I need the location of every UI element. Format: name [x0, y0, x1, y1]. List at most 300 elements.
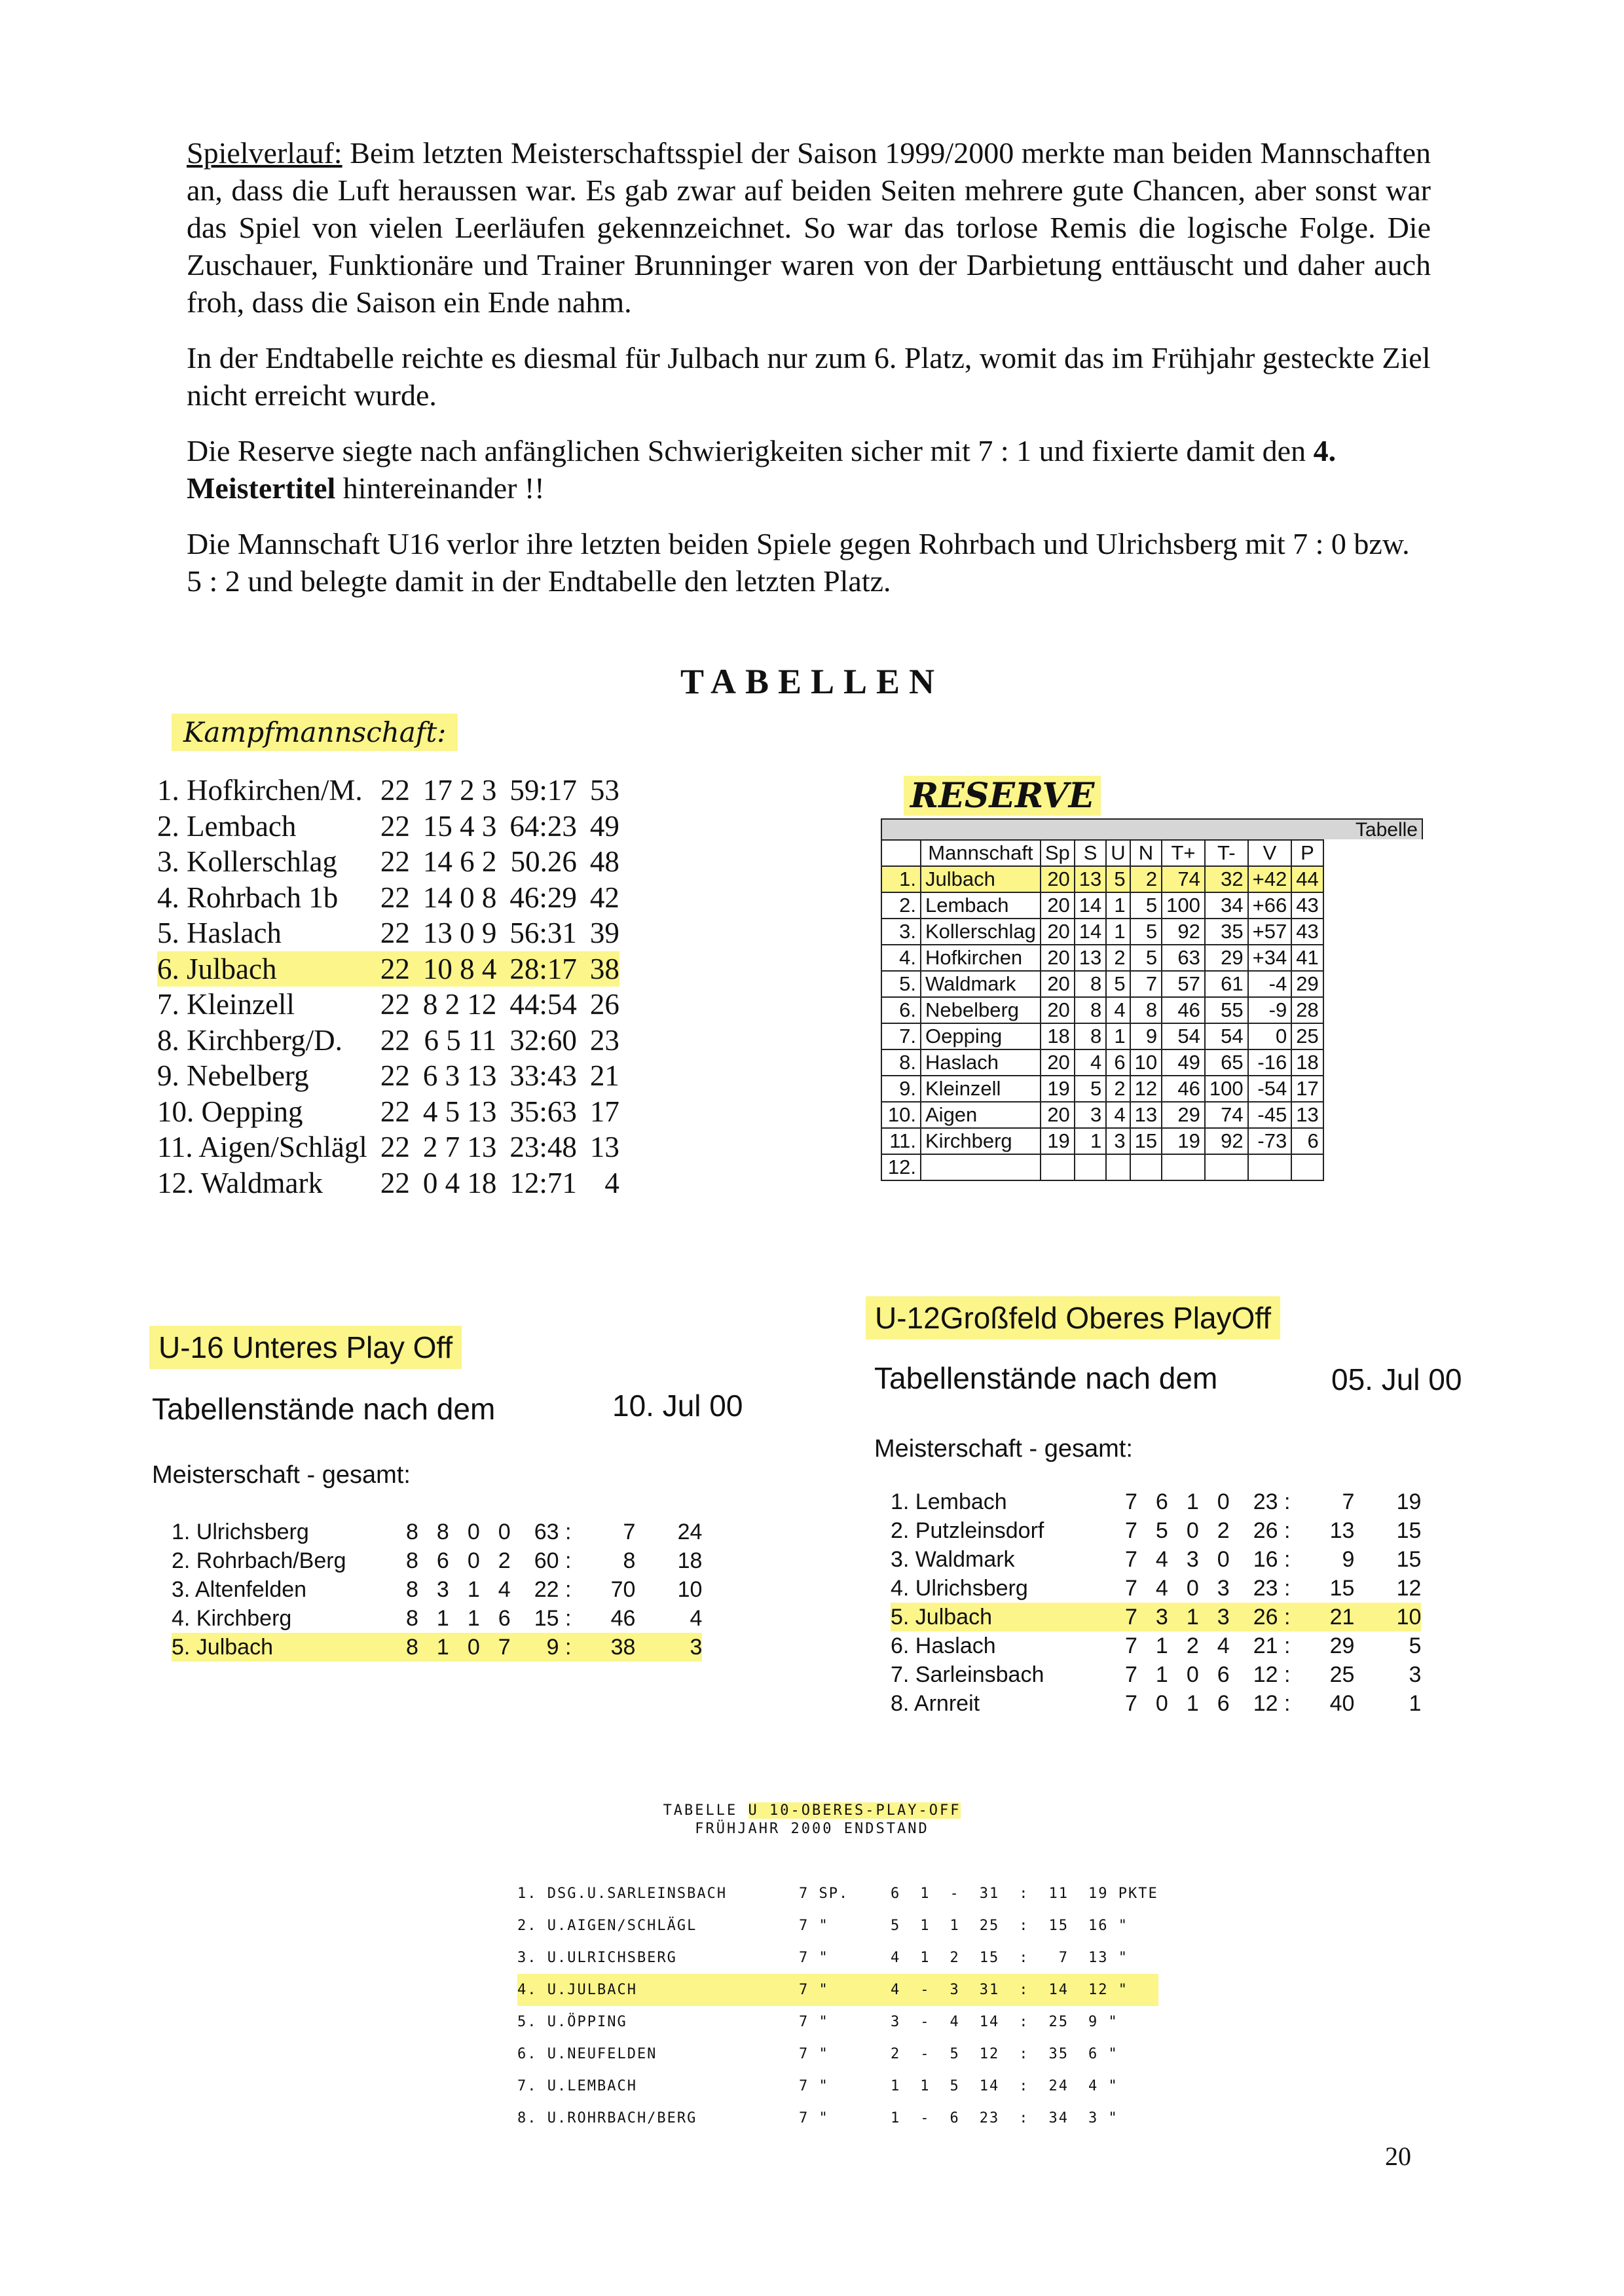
page-number: 20 — [1385, 2141, 1411, 2171]
cell-pts: 4 " — [1088, 2078, 1118, 2094]
cell-n: 6 — [498, 1605, 511, 1631]
cell-sp: 7 " — [799, 2014, 829, 2030]
games-played: 22 — [380, 1166, 410, 1199]
cell-gf: 23 — [979, 2110, 1000, 2126]
points: 23 — [589, 1023, 619, 1057]
cell-u: 0 — [467, 1548, 480, 1573]
cell-tp: 57 — [1162, 971, 1205, 997]
cell-n: 8 — [1130, 997, 1162, 1023]
cell-pl: 5. — [881, 971, 921, 997]
cell-u: 2 — [1106, 945, 1130, 971]
table-row — [881, 919, 1323, 945]
cell-s: 4 — [1155, 1546, 1168, 1572]
cell-v: +42 — [1248, 866, 1292, 892]
cell-gf: 23 : — [1253, 1575, 1291, 1601]
cell-n: 5 — [1130, 892, 1162, 919]
cell-s: 1 — [891, 2110, 901, 2126]
cell-tp: 100 — [1162, 892, 1205, 919]
cell-sp: 19 — [1041, 1128, 1075, 1154]
cell-gf: 23 : — [1253, 1489, 1291, 1514]
cell-n: 13 — [1130, 1102, 1162, 1128]
table-row — [891, 1574, 1421, 1603]
cell-pts: 6 " — [1088, 2046, 1118, 2062]
cell-sep: : — [1019, 2078, 1029, 2094]
cell-s: 1 — [436, 1605, 449, 1631]
report-paragraph-1 — [187, 134, 1431, 321]
cell-u: 4 — [1106, 997, 1130, 1023]
cell-sep: : — [1019, 1950, 1029, 1966]
goal-ratio: 12:71 — [509, 1166, 577, 1199]
table-row — [881, 866, 1323, 892]
cell-sp: 7 " — [799, 1918, 829, 1934]
cell-pl: 2. — [881, 892, 921, 919]
cell-gf: 12 : — [1253, 1690, 1291, 1716]
table-row — [891, 1516, 1421, 1545]
goal-ratio: 28:17 — [509, 952, 577, 985]
cell-ga: 29 — [1329, 1633, 1355, 1658]
cell-ga: 21 — [1329, 1604, 1355, 1630]
team-name: 7. Sarleinsbach — [891, 1662, 1044, 1687]
reserve-table-title: Tabelle — [881, 818, 1423, 839]
cell-s: 5 — [891, 1918, 901, 1934]
cell-n: 6 — [1217, 1690, 1230, 1716]
cell-sp: 7 — [1125, 1518, 1137, 1543]
goal-ratio: 33:43 — [509, 1059, 577, 1093]
cell-v: +34 — [1248, 945, 1292, 971]
cell-gf: 16 : — [1253, 1546, 1291, 1572]
team-name: 7. U.LEMBACH — [517, 2078, 637, 2094]
cell-s: 1 — [891, 2078, 901, 2094]
cell-sp: 7 — [1125, 1546, 1137, 1572]
team-name: 3. Waldmark — [891, 1546, 1015, 1572]
cell-ga: 15 — [1048, 1918, 1069, 1934]
cell-ga: 13 — [1329, 1518, 1355, 1543]
cell-team: Lembach — [921, 892, 1041, 919]
cell-u: 1 — [920, 1950, 931, 1966]
cell-tp: 92 — [1162, 919, 1205, 945]
table-row — [881, 1102, 1323, 1128]
cell-ga: 40 — [1329, 1690, 1355, 1716]
goal-ratio: 64:23 — [509, 809, 577, 843]
team-name: 6. Julbach — [157, 952, 277, 985]
team-name: 4. U.JULBACH — [517, 1982, 637, 1998]
cell-n: 0 — [1217, 1489, 1230, 1514]
games-played: 22 — [380, 1095, 410, 1128]
team-name: 8. Arnreit — [891, 1690, 980, 1716]
cell-s — [1075, 1154, 1106, 1180]
cell-u: 1 — [1106, 919, 1130, 945]
cell-n: 15 — [1130, 1128, 1162, 1154]
cell-n: 7 — [498, 1634, 511, 1660]
cell-ga: 7 — [1058, 1950, 1069, 1966]
cell-sp — [1041, 1154, 1075, 1180]
games-played: 22 — [380, 1059, 410, 1093]
cell-sep: : — [1019, 2110, 1029, 2126]
cell-p: 6 — [1291, 1128, 1323, 1154]
team-name: 5. Haslach — [157, 917, 282, 950]
table-row — [157, 1129, 619, 1165]
cell-pl: 9. — [881, 1076, 921, 1102]
table-row — [881, 892, 1323, 919]
team-name: 1. Lembach — [891, 1489, 1007, 1514]
cell-sp: 7 " — [799, 2110, 829, 2126]
cell-p: 29 — [1291, 971, 1323, 997]
table-row — [517, 2006, 1158, 2038]
cell-gf: 60 : — [534, 1548, 572, 1573]
report-text-3a: Die Reserve siegte nach anfänglichen Schwierigkeiten sicher mit 7 : 1 und fixierte damit den — [187, 434, 1314, 467]
cell-pts: 16 " — [1088, 1918, 1128, 1934]
cell-pts: 3 — [690, 1634, 703, 1660]
cell-s: 14 — [1075, 892, 1106, 919]
cell-u: 1 — [920, 1918, 931, 1934]
cell-tm: 34 — [1205, 892, 1248, 919]
cell-s: 4 — [1155, 1575, 1168, 1601]
cell-u: 1 — [1186, 1489, 1199, 1514]
cell-pts: 1 — [1409, 1690, 1422, 1716]
report-text-3b: hintereinander !! — [335, 471, 545, 505]
team-name: 1. Ulrichsberg — [172, 1519, 309, 1544]
cell-team: Julbach — [921, 866, 1041, 892]
cell-ga: 25 — [1329, 1662, 1355, 1687]
cell-v: +66 — [1248, 892, 1292, 919]
team-name: 12. Waldmark — [157, 1166, 323, 1199]
cell-u: 2 — [1106, 1076, 1130, 1102]
cell-u: 1 — [467, 1576, 480, 1602]
cell-s: 1 — [1155, 1662, 1168, 1687]
cell-n: 9 — [1130, 1023, 1162, 1049]
cell-sp: 8 — [406, 1519, 418, 1544]
team-name: 2. Rohrbach/Berg — [172, 1548, 346, 1573]
u16-stand-text: Tabellenstände nach dem — [152, 1392, 496, 1426]
cell-s: 8 — [1075, 1023, 1106, 1049]
win-draw-loss: 15 4 3 — [422, 809, 497, 843]
points: 48 — [589, 845, 619, 879]
column-header — [881, 840, 921, 866]
table-row — [891, 1487, 1421, 1516]
cell-gf: 26 : — [1253, 1604, 1291, 1630]
report-paragraph-2: In der Endtabelle reichte es diesmal für Julbach nur zum 6. Platz, womit das im Frühjahr gesteckte Ziel nicht erreicht wurde. — [187, 341, 1431, 412]
team-name: 2. U.AIGEN/SCHLÄGL — [517, 1918, 697, 1934]
cell-tm — [1205, 1154, 1248, 1180]
cell-sp: 8 — [406, 1576, 418, 1602]
cell-ga: 7 — [623, 1519, 636, 1544]
cell-u: 5 — [1106, 866, 1130, 892]
table-row — [891, 1660, 1421, 1689]
table-row — [891, 1603, 1421, 1631]
cell-n: 5 — [1130, 945, 1162, 971]
cell-team: Hofkirchen — [921, 945, 1041, 971]
cell-sep: : — [1019, 1918, 1029, 1934]
games-played: 22 — [380, 809, 410, 843]
cell-s: 0 — [1155, 1690, 1168, 1716]
team-name: 9. Nebelberg — [157, 1059, 309, 1093]
cell-s: 1 — [436, 1634, 449, 1660]
team-name: 5. Julbach — [172, 1634, 273, 1660]
cell-n: 0 — [1217, 1546, 1230, 1572]
cell-pts: 10 — [677, 1576, 703, 1602]
column-header: U — [1106, 840, 1130, 866]
report-bold-title: 4. Meistertitel — [187, 434, 1337, 505]
cell-gf: 14 — [979, 2014, 1000, 2030]
cell-gf: 15 : — [534, 1605, 572, 1631]
cell-u: 1 — [920, 1886, 931, 1902]
column-header: Mannschaft — [921, 840, 1041, 866]
cell-s: 2 — [891, 2046, 901, 2062]
table-row — [157, 987, 619, 1023]
table-row — [891, 1631, 1421, 1660]
cell-pts: 19 — [1396, 1489, 1422, 1514]
games-played: 22 — [380, 881, 410, 914]
table-row — [891, 1689, 1421, 1718]
cell-u: 1 — [1186, 1604, 1199, 1630]
table-row — [881, 1023, 1323, 1049]
cell-team: Kirchberg — [921, 1128, 1041, 1154]
cell-tm: 29 — [1205, 945, 1248, 971]
cell-n: 4 — [498, 1576, 511, 1602]
cell-s: 13 — [1075, 945, 1106, 971]
u10-heading — [0, 1802, 1624, 1838]
table-row — [881, 945, 1323, 971]
cell-s: 3 — [1155, 1604, 1168, 1630]
cell-n: 3 — [950, 1982, 960, 1998]
cell-u: 6 — [1106, 1049, 1130, 1076]
goal-ratio: 35:63 — [509, 1095, 577, 1128]
cell-sp: 7 " — [799, 2046, 829, 2062]
u12-label: U-12Großfeld Oberes PlayOff — [866, 1296, 1280, 1339]
kampfmannschaft-label: Kampfmannschaft: — [172, 714, 458, 751]
cell-s: 4 — [1075, 1049, 1106, 1076]
cell-u: 0 — [467, 1519, 480, 1544]
column-header: S — [1075, 840, 1106, 866]
win-draw-loss: 14 6 2 — [422, 845, 497, 879]
cell-u: 0 — [467, 1634, 480, 1660]
cell-ga: 38 — [610, 1634, 636, 1660]
cell-s: 3 — [891, 2014, 901, 2030]
table-row — [517, 1878, 1158, 1910]
cell-u: 1 — [920, 2078, 931, 2094]
cell-sp: 20 — [1041, 892, 1075, 919]
cell-n: 2 — [1217, 1518, 1230, 1543]
u10-table — [517, 1878, 1158, 2134]
games-played: 22 — [380, 1023, 410, 1057]
cell-sp: 20 — [1041, 945, 1075, 971]
table-row — [881, 1076, 1323, 1102]
cell-gf: 26 : — [1253, 1518, 1291, 1543]
cell-v: -4 — [1248, 971, 1292, 997]
cell-n — [1130, 1154, 1162, 1180]
cell-tp: 63 — [1162, 945, 1205, 971]
table-row — [881, 1049, 1323, 1076]
cell-v: -9 — [1248, 997, 1292, 1023]
cell-tm: 92 — [1205, 1128, 1248, 1154]
cell-gf: 12 — [979, 2046, 1000, 2062]
cell-u: 0 — [1186, 1518, 1199, 1543]
cell-pts: 12 — [1396, 1575, 1422, 1601]
table-row — [157, 951, 619, 987]
cell-u: - — [920, 1982, 931, 1998]
cell-pts: 3 — [1409, 1662, 1422, 1687]
cell-gf: 14 — [979, 2078, 1000, 2094]
cell-p: 41 — [1291, 945, 1323, 971]
cell-sp: 7 " — [799, 1982, 829, 1998]
cell-s: 6 — [1155, 1489, 1168, 1514]
cell-sp: 7 " — [799, 2078, 829, 2094]
cell-n: 1 — [950, 1918, 960, 1934]
table-row — [517, 2070, 1158, 2102]
cell-u: - — [920, 2046, 931, 2062]
cell-pl: 4. — [881, 945, 921, 971]
cell-n: 12 — [1130, 1076, 1162, 1102]
cell-s: 4 — [891, 1950, 901, 1966]
reserve-table-wrap — [881, 818, 1423, 1181]
cell-s: 6 — [891, 1886, 901, 1902]
cell-tm: 35 — [1205, 919, 1248, 945]
cell-v: 0 — [1248, 1023, 1292, 1049]
cell-team: Haslach — [921, 1049, 1041, 1076]
table-row — [157, 1058, 619, 1094]
cell-ga: 9 — [1342, 1546, 1355, 1572]
cell-ga: 8 — [623, 1548, 636, 1573]
points: 26 — [589, 988, 619, 1021]
cell-n: 3 — [1217, 1604, 1230, 1630]
u12-table — [891, 1487, 1421, 1718]
team-name: 3. Altenfelden — [172, 1576, 307, 1602]
table-row — [881, 971, 1323, 997]
cell-tm: 74 — [1205, 1102, 1248, 1128]
cell-gf: 15 — [979, 1950, 1000, 1966]
cell-pl: 3. — [881, 919, 921, 945]
cell-tp: 74 — [1162, 866, 1205, 892]
cell-sp: 8 — [406, 1605, 418, 1631]
table-row — [517, 1942, 1158, 1974]
cell-gf: 31 — [979, 1982, 1000, 1998]
games-played: 22 — [380, 1131, 410, 1164]
win-draw-loss: 0 4 18 — [422, 1166, 497, 1199]
cell-p: 43 — [1291, 892, 1323, 919]
team-name: 5. U.ÖPPING — [517, 2014, 627, 2030]
cell-sp: 20 — [1041, 919, 1075, 945]
cell-ga: 24 — [1048, 2078, 1069, 2094]
cell-team: Kollerschlag — [921, 919, 1041, 945]
report-paragraph-4: Die Mannschaft U16 verlor ihre letzten beiden Spiele gegen Rohrbach und Ulrichsberg mit 7 : 0 bzw. 5 : 2 und belegte damit in der Endtabelle den letzten Platz. — [187, 527, 1410, 598]
win-draw-loss: 2 7 13 — [422, 1131, 497, 1164]
cell-u: 1 — [467, 1605, 480, 1631]
team-name: 6. Haslach — [891, 1633, 996, 1658]
cell-sp: 19 — [1041, 1076, 1075, 1102]
cell-ga: 35 — [1048, 2046, 1069, 2062]
cell-tp: 46 — [1162, 997, 1205, 1023]
column-header: T+ — [1162, 840, 1205, 866]
cell-sep: : — [1019, 1886, 1029, 1902]
table-row — [157, 773, 619, 809]
cell-team: Kleinzell — [921, 1076, 1041, 1102]
team-name: 3. Kollerschlag — [157, 845, 337, 879]
cell-gf: 21 : — [1253, 1633, 1291, 1658]
cell-n: 6 — [1217, 1662, 1230, 1687]
cell-gf: 31 — [979, 1886, 1000, 1902]
cell-v: -73 — [1248, 1128, 1292, 1154]
cell-gf: 9 : — [546, 1634, 572, 1660]
column-header: Sp — [1041, 840, 1075, 866]
cell-p: 18 — [1291, 1049, 1323, 1076]
cell-u: - — [920, 2014, 931, 2030]
table-row — [157, 1165, 619, 1201]
cell-s: 5 — [1155, 1518, 1168, 1543]
cell-gf: 22 : — [534, 1576, 572, 1602]
cell-gf: 12 : — [1253, 1662, 1291, 1687]
cell-ga: 25 — [1048, 2014, 1069, 2030]
table-row — [157, 1023, 619, 1059]
points: 53 — [589, 774, 619, 807]
win-draw-loss: 14 0 8 — [422, 881, 497, 914]
cell-u: 3 — [1186, 1546, 1199, 1572]
u10-heading-prefix: TABELLE — [663, 1802, 748, 1819]
cell-pts: 18 — [677, 1548, 703, 1573]
cell-sp: 7 — [1125, 1690, 1137, 1716]
cell-sp: 8 — [406, 1548, 418, 1573]
cell-sp: 7 — [1125, 1662, 1137, 1687]
goal-ratio: 59:17 — [509, 774, 577, 807]
cell-tp — [1162, 1154, 1205, 1180]
cell-n: 6 — [950, 2110, 960, 2126]
report-label: Spielverlauf: — [187, 136, 342, 170]
team-name: 4. Rohrbach 1b — [157, 881, 339, 914]
win-draw-loss: 6 3 13 — [422, 1059, 497, 1093]
cell-u — [1106, 1154, 1130, 1180]
cell-n: 7 — [1130, 971, 1162, 997]
cell-pl: 10. — [881, 1102, 921, 1128]
cell-u: 1 — [1186, 1690, 1199, 1716]
cell-ga: 14 — [1048, 1982, 1069, 1998]
team-name: 4. Ulrichsberg — [891, 1575, 1028, 1601]
cell-tm: 54 — [1205, 1023, 1248, 1049]
win-draw-loss: 6 5 11 — [424, 1023, 497, 1057]
cell-u: 0 — [1186, 1662, 1199, 1687]
table-row — [891, 1545, 1421, 1574]
goal-ratio: 23:48 — [509, 1131, 577, 1164]
cell-tm: 100 — [1205, 1076, 1248, 1102]
table-row — [517, 1974, 1158, 2006]
points: 4 — [604, 1166, 619, 1199]
cell-ga: 34 — [1048, 2110, 1069, 2126]
cell-sp: 7 " — [799, 1950, 829, 1966]
reserve-table — [881, 839, 1324, 1181]
tables-heading: TABELLEN — [680, 662, 944, 701]
u16-table — [172, 1518, 702, 1662]
points: 13 — [589, 1131, 619, 1164]
table-row — [172, 1604, 702, 1633]
cell-ga: 46 — [610, 1605, 636, 1631]
cell-v: +57 — [1248, 919, 1292, 945]
cell-n: - — [950, 1886, 960, 1902]
cell-team — [921, 1154, 1041, 1180]
column-header: T- — [1205, 840, 1248, 866]
team-name: 1. DSG.U.SARLEINSBACH — [517, 1886, 728, 1902]
cell-sp: 18 — [1041, 1023, 1075, 1049]
cell-p: 28 — [1291, 997, 1323, 1023]
report-text-1: Beim letzten Meisterschaftsspiel der Saison 1999/2000 merkte man beiden Mannschaften an, dass die Luft heraussen war. Es gab zwar auf beiden Seiten mehrere gute Chancen, aber sonst war das Spiel von vielen Leerläufen gekennzeichnet. So war das torlose Remis die logische Folge. Die Zuschauer, Funktionäre und Trainer Brunninger waren von der Darbietung enttäuscht und daher auch froh, dass die Saison ein Ende nahm. — [187, 136, 1431, 319]
cell-n: 2 — [1130, 866, 1162, 892]
u12-stand-text: Tabellenstände nach dem — [874, 1361, 1218, 1395]
cell-p: 44 — [1291, 866, 1323, 892]
cell-n: 2 — [498, 1548, 511, 1573]
table-row — [172, 1575, 702, 1604]
win-draw-loss: 10 8 4 — [422, 952, 497, 985]
games-played: 22 — [380, 917, 410, 950]
cell-sp: 20 — [1041, 866, 1075, 892]
table-row — [881, 1128, 1323, 1154]
points: 49 — [589, 809, 619, 843]
